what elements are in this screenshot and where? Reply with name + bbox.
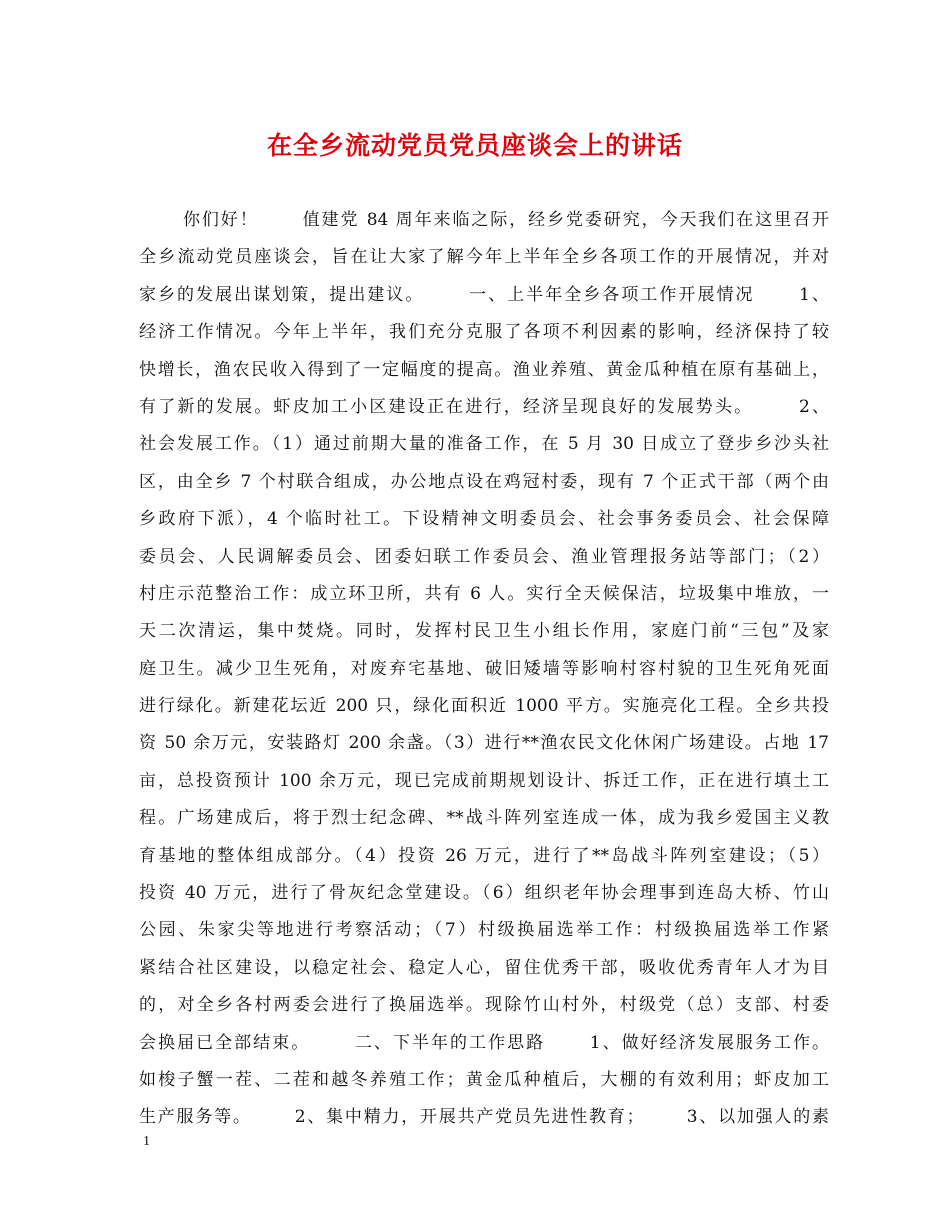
- body-line: 委员会、人民调解委员会、团委妇联工作委员会、渔业管理报务站等部门；（2）: [139, 546, 829, 567]
- page-number: 1: [143, 1134, 150, 1149]
- body-line: 程。广场建成后，将于烈士纪念碑、**战斗阵列室连成一体，成为我乡爱国主义教: [139, 808, 829, 829]
- body-line: 社会发展工作。（1）通过前期大量的准备工作，在 5 月 30 日成立了登步乡沙头社: [139, 434, 829, 455]
- body-line: 快增长，渔农民收入得到了一定幅度的提高。渔业养殖、黄金瓜种植在原有基础上，: [139, 359, 829, 380]
- body-line: 家乡的发展出谋划策，提出建议。 一、上半年全乡各项工作开展情况 1、: [139, 284, 829, 305]
- body-line: 区，由全乡 7 个村联合组成，办公地点设在鸡冠村委，现有 7 个正式干部（两个由: [139, 471, 829, 492]
- body-line: 资 50 余万元，安装路灯 200 余盏。（3）进行**渔农民文化休闲广场建设。占地 17: [139, 733, 829, 754]
- body-line: 的，对全乡各村两委会进行了换届选举。现除竹山村外，村级党（总）支部、村委: [139, 995, 829, 1016]
- body-line: 会换届已全部结束。 二、下半年的工作思路 1、做好经济发展服务工作。: [139, 1032, 829, 1053]
- body-line: 乡政府下派），4 个临时社工。下设精神文明委员会、社会事务委员会、社会保障: [139, 509, 829, 530]
- body-line: 亩，总投资预计 100 余万元，现已完成前期规划设计、拆迁工作，正在进行填土工: [139, 770, 829, 791]
- body-line: 公园、朱家尖等地进行考察活动；（7）村级换届选举工作：村级换届选举工作紧: [139, 920, 829, 941]
- body-line: 经济工作情况。今年上半年，我们充分克服了各项不利因素的影响，经济保持了较: [139, 322, 829, 343]
- body-line: 你们好！ 值建党 84 周年来临之际，经乡党委研究，今天我们在这里召开: [139, 210, 829, 230]
- body-line: 进行绿化。新建花坛近 200 只，绿化面积近 1000 平方。实施亮化工程。全乡共投: [139, 696, 829, 717]
- body-line: 天二次清运，集中焚烧。同时，发挥村民卫生小组长作用，家庭门前“三包”及家: [139, 621, 829, 642]
- body-line: 有了新的发展。虾皮加工小区建设正在进行，经济呈现良好的发展势头。 2、: [139, 396, 829, 417]
- body-line: 村庄示范整治工作：成立环卫所，共有 6 人。实行全天候保洁，垃圾集中堆放，一: [139, 583, 829, 604]
- body-line: 紧结合社区建设，以稳定社会、稳定人心，留住优秀干部，吸收优秀青年人才为目: [139, 957, 829, 978]
- document-body: [139, 202, 829, 1137]
- body-line: 庭卫生。减少卫生死角，对废弃宅基地、破旧矮墙等影响村容村貌的卫生死角死面: [139, 658, 829, 679]
- document-title: 在全乡流动党员党员座谈会上的讲话: [266, 131, 683, 160]
- body-line: 育基地的整体组成部分。（4）投资 26 万元，进行了**岛战斗阵列室建设；（5）: [139, 845, 829, 866]
- body-line: 生产服务等。 2、集中精力，开展共产党员先进性教育； 3、以加强人的素: [139, 1107, 829, 1128]
- body-line: 全乡流动党员座谈会，旨在让大家了解今年上半年全乡各项工作的开展情况，并对: [139, 247, 829, 268]
- body-line: 投资 40 万元，进行了骨灰纪念堂建设。（6）组织老年协会理事到连岛大桥、竹山: [139, 883, 829, 904]
- body-line: 如梭子蟹一茬、二茬和越冬养殖工作；黄金瓜种植后，大棚的有效利用；虾皮加工: [139, 1069, 829, 1090]
